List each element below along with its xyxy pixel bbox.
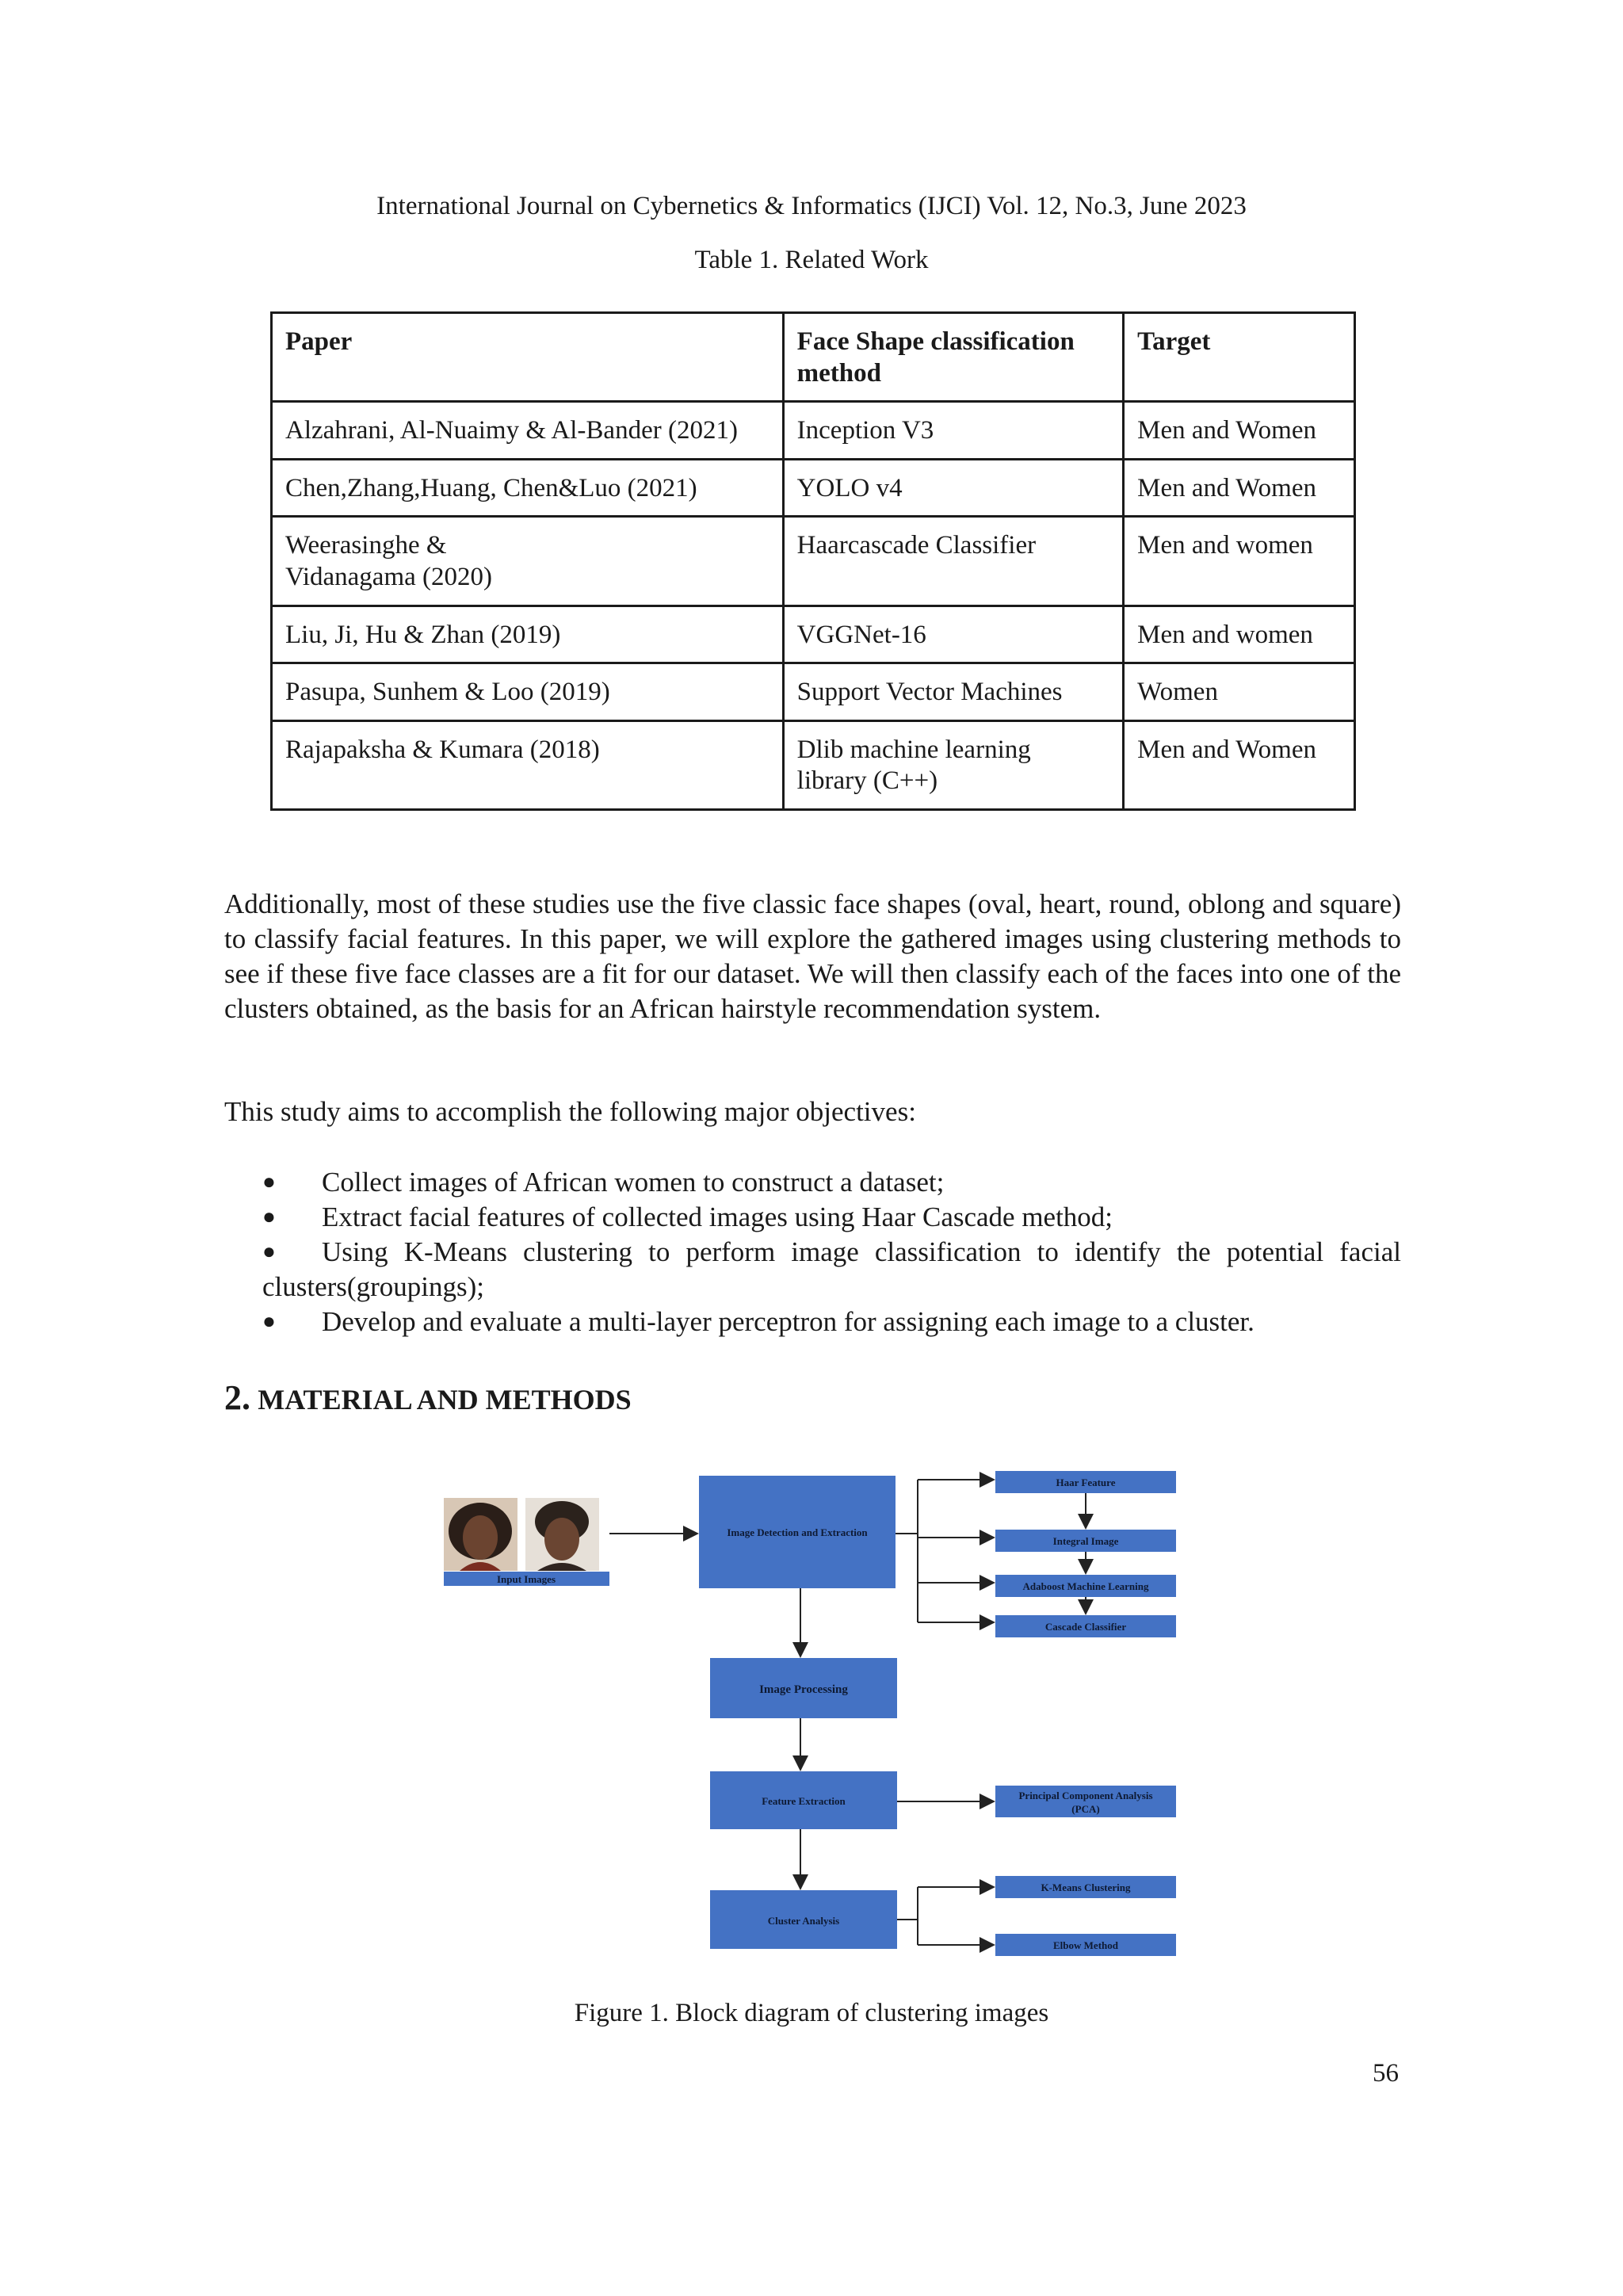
adaboost-label: Adaboost Machine Learning (1022, 1580, 1149, 1592)
objectives-list (224, 1165, 1401, 1339)
feature-label: Feature Extraction (762, 1795, 846, 1807)
pca-label-line2: (PCA) (1071, 1803, 1100, 1815)
table-caption: Table 1. Related Work (694, 246, 929, 274)
block-diagram (444, 1458, 1205, 1973)
section-number: 2. (224, 1378, 250, 1417)
cell-target: Men and Women (1124, 459, 1355, 517)
objectives-intro: This study aims to accomplish the following major objectives: (224, 1096, 916, 1127)
list-item (224, 1305, 1401, 1339)
cell-target: Men and women (1124, 606, 1355, 663)
table-row (272, 402, 1355, 460)
cell-method: Inception V3 (783, 402, 1123, 460)
face-image-1-face (463, 1515, 498, 1560)
cell-method: Support Vector Machines (783, 663, 1123, 721)
list-item (224, 1200, 1401, 1235)
objective-text: Collect images of African women to construct a dataset; (322, 1167, 945, 1198)
cell-target: Men and women (1124, 517, 1355, 606)
bullet-icon: ● (262, 1309, 276, 1334)
objective-text: Develop and evaluate a multi-layer perceptron for assigning each image to a cluster. (322, 1306, 1254, 1337)
cell-target: Men and Women (1124, 720, 1355, 809)
figure-caption: Figure 1. Block diagram of clustering images (574, 1999, 1049, 2027)
header-method: Face Shape classification method (783, 313, 1123, 402)
cell-target: Women (1124, 663, 1355, 721)
input-images-label: Input Images (496, 1573, 556, 1585)
cell-paper: Weerasinghe & Vidanagama (2020) (272, 517, 784, 606)
cell-target: Men and Women (1124, 402, 1355, 460)
header-paper: Paper (272, 313, 784, 402)
bullet-icon: ● (262, 1240, 276, 1264)
bullet-icon: ● (262, 1205, 276, 1229)
kmeans-label: K-Means Clustering (1041, 1881, 1131, 1893)
bullet-icon: ● (262, 1170, 276, 1194)
journal-header: International Journal on Cybernetics & Informatics (IJCI) Vol. 12, No.3, June 2023 (376, 192, 1247, 220)
detection-label: Image Detection and Extraction (727, 1526, 868, 1538)
cell-paper: Liu, Ji, Hu & Zhan (2019) (272, 606, 784, 663)
table-row (272, 663, 1355, 721)
table-header-row (272, 313, 1355, 402)
cell-method: VGGNet-16 (783, 606, 1123, 663)
cell-method: YOLO v4 (783, 459, 1123, 517)
table-row (272, 720, 1355, 809)
haar-label: Haar Feature (1056, 1477, 1116, 1488)
table-row (272, 606, 1355, 663)
pca-label-line1: Principal Component Analysis (1018, 1790, 1153, 1801)
page-number: 56 (1373, 2059, 1399, 2088)
integral-label: Integral Image (1052, 1535, 1119, 1547)
cell-paper: Pasupa, Sunhem & Loo (2019) (272, 663, 784, 721)
cell-paper: Alzahrani, Al-Nuaimy & Al-Bander (2021) (272, 402, 784, 460)
cell-paper: Rajapaksha & Kumara (2018) (272, 720, 784, 809)
list-item (224, 1165, 1401, 1200)
input-images (444, 1498, 609, 1586)
section-title: MATERIAL AND METHODS (258, 1384, 632, 1415)
face-image-2-face (544, 1518, 579, 1561)
cell-method: Dlib machine learning library (C++) (783, 720, 1123, 809)
table-row (272, 459, 1355, 517)
header-target: Target (1124, 313, 1355, 402)
list-item (224, 1235, 1401, 1305)
body-paragraph: Additionally, most of these studies use the five classic face shapes (oval, heart, round, oblong and square) to classify facial features. In this paper, we will explore the gathered images using clustering methods to see if these five face classes are a fit for our dataset. We will then classify each of the faces into one of the clusters obtained, as the basis for an African hairstyle recommendation system. (224, 888, 1401, 1024)
elbow-label: Elbow Method (1053, 1939, 1118, 1951)
table-row (272, 517, 1355, 606)
cell-method: Haarcascade Classifier (783, 517, 1123, 606)
cluster-label: Cluster Analysis (767, 1915, 840, 1927)
section-heading (224, 1377, 632, 1418)
processing-label: Image Processing (759, 1683, 848, 1696)
cell-paper: Chen,Zhang,Huang, Chen&Luo (2021) (272, 459, 784, 517)
objective-text: Using K-Means clustering to perform image classification to identify the potential facial clusters(groupings); (262, 1236, 1401, 1302)
related-work-table (270, 311, 1356, 811)
cascade-label: Cascade Classifier (1044, 1621, 1127, 1633)
objective-text: Extract facial features of collected images using Haar Cascade method; (322, 1201, 1113, 1232)
